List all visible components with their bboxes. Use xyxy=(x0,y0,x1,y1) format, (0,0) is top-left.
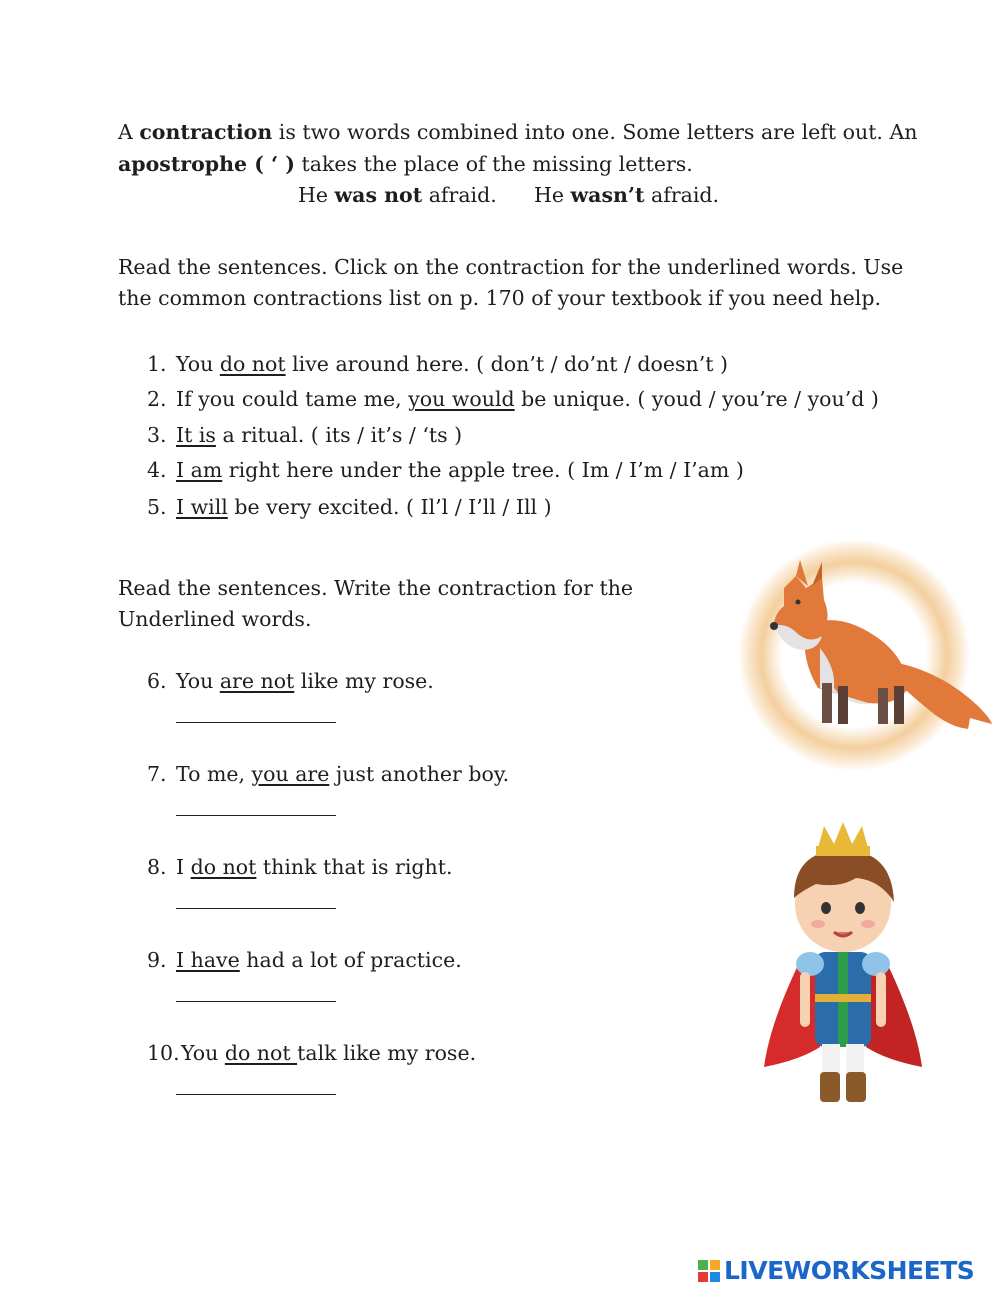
little-prince-illustration xyxy=(760,822,926,1106)
question-10: 10.You do not talk like my rose. xyxy=(147,1041,477,1065)
answer-blank-7[interactable] xyxy=(176,815,336,816)
liveworksheets-logo-text: LIVEWORKSHEETS xyxy=(724,1256,975,1285)
question-8: 8. I do not think that is right. xyxy=(147,855,453,879)
example-before: He was not afraid. xyxy=(298,183,497,207)
prince-figure xyxy=(764,822,922,1102)
question-6: 6. You are not like my rose. xyxy=(147,669,434,693)
section1-instructions-line-2: the common contractions list on p. 170 of your textbook if you need help. xyxy=(118,286,881,310)
liveworksheets-logo-icon xyxy=(698,1260,720,1282)
answer-blank-8[interactable] xyxy=(176,908,336,909)
liveworksheets-logo xyxy=(698,1256,974,1285)
question-7: 7. To me, you are just another boy. xyxy=(147,762,510,786)
logo-square xyxy=(710,1272,720,1282)
logo-square xyxy=(710,1260,720,1270)
fox-illustration xyxy=(738,538,998,772)
answer-blank-6[interactable] xyxy=(176,722,336,723)
logo-square xyxy=(698,1272,708,1282)
question-1[interactable]: 1. You do not live around here. ( don’t / do’nt / doesn’t ) xyxy=(147,352,728,376)
logo-square xyxy=(698,1260,708,1270)
question-9: 9. I have had a lot of practice. xyxy=(147,948,462,972)
answer-blank-10[interactable] xyxy=(176,1094,336,1095)
term-contraction: contraction xyxy=(139,120,273,144)
intro-line-1: A contraction is two words combined into one. Some letters are left out. An xyxy=(118,120,918,144)
example-after: He wasn’t afraid. xyxy=(534,183,720,207)
question-3[interactable]: 3. It is a ritual. ( its / it’s / ‘ts ) xyxy=(147,423,463,447)
section2-instructions-line-2: Underlined words. xyxy=(118,607,312,631)
question-2[interactable]: 2. If you could tame me, you would be unique. ( youd / you’re / you’d ) xyxy=(147,387,879,411)
answer-blank-9[interactable] xyxy=(176,1001,336,1002)
question-5[interactable]: 5. I will be very excited. ( Il’l / I’ll / Ill ) xyxy=(147,495,552,519)
question-4[interactable]: 4. I am right here under the apple tree. ( Im / I’m / I’am ) xyxy=(147,458,744,482)
term-apostrophe: apostrophe ( ‘ ) xyxy=(118,152,296,176)
section2-instructions-line-1: Read the sentences. Write the contraction for the xyxy=(118,576,634,600)
intro-line-2: apostrophe ( ‘ ) takes the place of the missing letters. xyxy=(118,152,693,176)
section1-instructions-line-1: Read the sentences. Click on the contraction for the underlined words. Use xyxy=(118,255,904,279)
